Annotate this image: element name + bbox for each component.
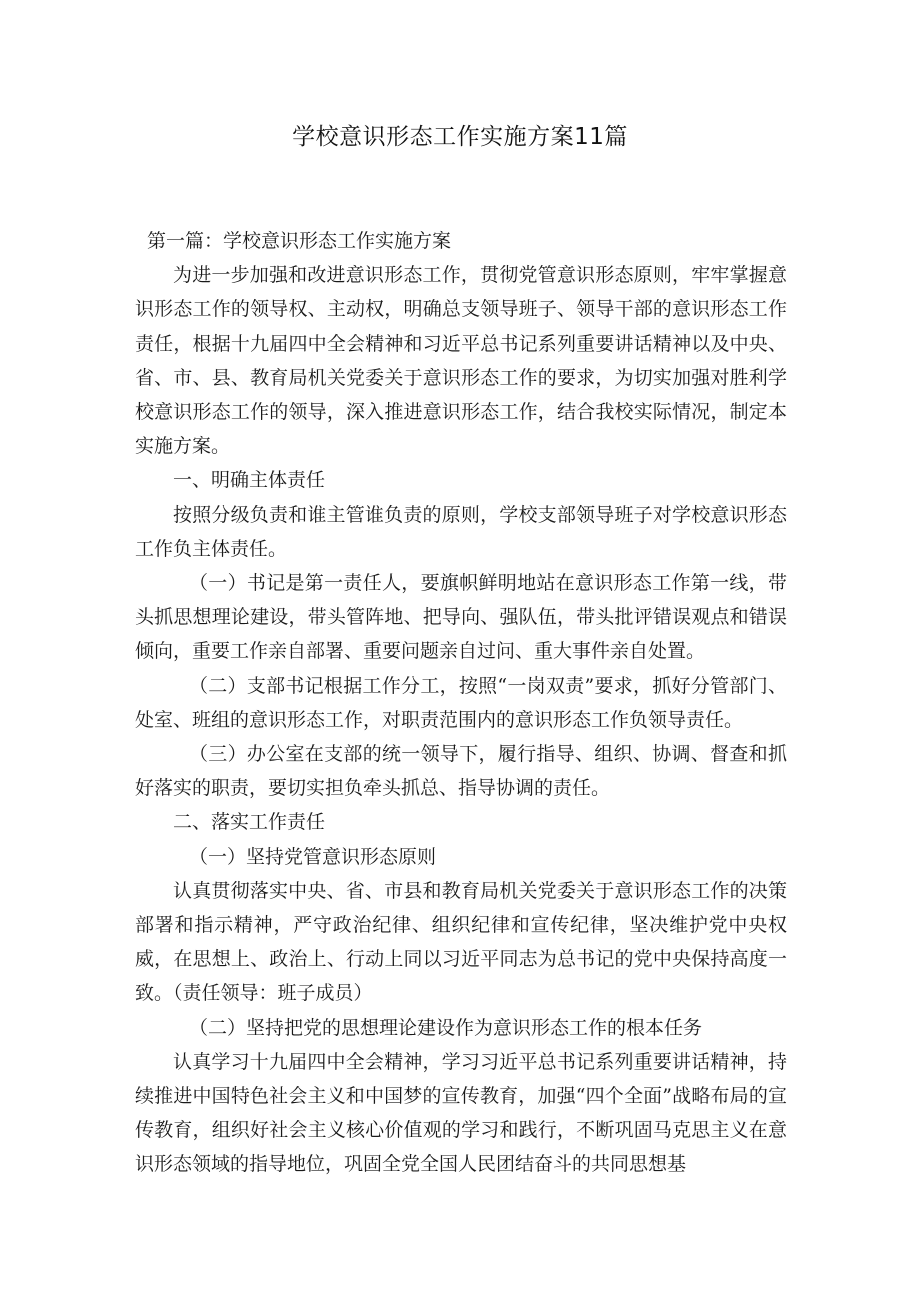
paragraph: （三）办公室在支部的统一领导下，履行指导、组织、协调、督查和抓好落实的职责，要切实担负牵头抓总、指导协调的责任。 — [135, 743, 787, 800]
paragraph: （一）书记是第一责任人，要旗帜鲜明地站在意识形态工作第一线，带头抓思想理论建设，带头管阵地、把导向、强队伍，带头批评错误观点和错误倾向，重要工作亲自部署、重要问题亲自过问、重大事件亲自处置。 — [135, 572, 787, 663]
document-body — [135, 224, 787, 1182]
section-heading-1: 一、明确主体责任 — [173, 469, 326, 492]
document-title: 学校意识形态工作实施方案11篇 — [292, 124, 628, 150]
section-heading-2: 二、落实工作责任 — [173, 811, 326, 834]
paragraph: 按照分级负责和谁主管谁负责的原则，学校支部领导班子对学校意识形态工作负主体责任。 — [135, 503, 787, 560]
paragraph: 认真学习十九届四中全会精神，学习习近平总书记系列重要讲话精神，持续推进中国特色社会主义和中国梦的宣传教育，加强“四个全面”战略布局的宣传教育，组织好社会主义核心价值观的学习和践行，不断巩固马克思主义在意识形态领域的指导地位，巩固全党全国人民团结奋斗的共同思想基 — [135, 1050, 787, 1176]
subsection-heading: （二）坚持把党的思想理论建设作为意识形态工作的根本任务 — [189, 1016, 703, 1039]
subsection-heading: （一）坚持党管意识形态原则 — [189, 845, 437, 868]
chapter-heading: 第一篇：学校意识形态工作实施方案 — [147, 230, 452, 252]
paragraph-intro: 为进一步加强和改进意识形态工作，贯彻党管意识形态原则，牢牢掌握意识形态工作的领导权、主动权，明确总支领导班子、领导干部的意识形态工作责任，根据十九届四中全会精神和习近平总书记系列重要讲话精神以及中央、省、市、县、教育局机关党委关于意识形态工作的要求，为切实加强对胜利学校意识形态工作的领导，深入推进意识形态工作，结合我校实际情况，制定本实施方案。 — [135, 264, 787, 458]
paragraph: 认真贯彻落实中央、省、市县和教育局机关党委关于意识形态工作的决策部署和指示精神，严守政治纪律、组织纪律和宣传纪律，坚决维护党中央权威，在思想上、政治上、行动上同以习近平同志为总书记的党中央保持高度一致。（责任领导：班子成员） — [135, 879, 787, 1005]
paragraph: （二）支部书记根据工作分工，按照“一岗双责”要求，抓好分管部门、处室、班组的意识形态工作，对职责范围内的意识形态工作负领导责任。 — [135, 674, 787, 731]
